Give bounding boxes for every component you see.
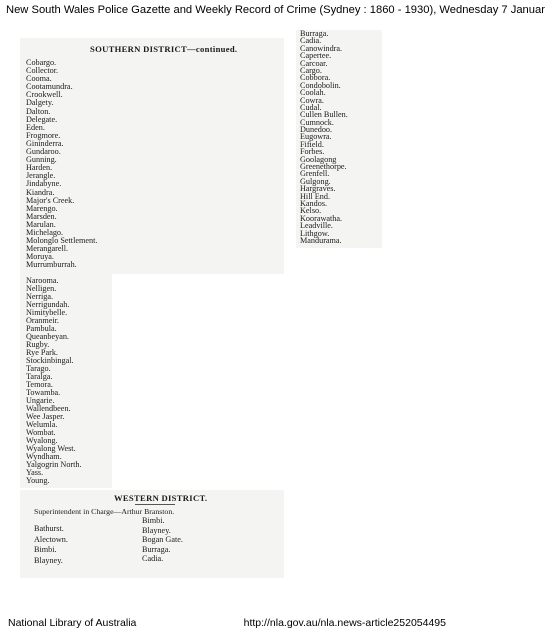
page-header: New South Wales Police Gazette and Weekly Record of Crime (Sydney : 1860 - 1930), Wednesday 7 Januar (6, 4, 545, 16)
place-name: Condobolin. (300, 80, 341, 90)
place-name: Wyndham. (26, 452, 62, 461)
place-name: Towamba. (26, 388, 61, 397)
place-name: Major's Creek. (26, 195, 75, 205)
place-name: Crookwell. (26, 90, 63, 100)
place-name: Cootamundra. (26, 82, 73, 92)
place-name: Bathurst. (34, 524, 64, 533)
place-name: Kiandra. (26, 187, 55, 197)
heading-rule (135, 504, 175, 505)
place-name: Frogmore. (26, 130, 61, 140)
place-name: Capertee. (300, 51, 332, 61)
place-name: Welumla. (26, 420, 58, 429)
footer-url[interactable]: http://nla.gov.au/nla.news-article252054495 (243, 617, 446, 629)
place-name: Delegate. (26, 114, 58, 124)
place-name: Wallendbeen. (26, 404, 71, 413)
place-name: Kandos. (300, 198, 328, 208)
place-name: Gininderra. (26, 138, 64, 148)
southern-district-heading: SOUTHERN DISTRICT—continued. (90, 44, 238, 54)
place-name: Narooma. (26, 276, 59, 285)
place-name: Burraga. (142, 544, 171, 554)
place-name: Goolagong (300, 154, 337, 164)
place-name: Nerriga. (26, 292, 54, 301)
place-name: Merangarell. (26, 244, 69, 254)
place-name: Greenethorpe. (300, 162, 347, 172)
place-name: Wombat. (26, 428, 56, 437)
place-name: Burraga. (300, 29, 329, 38)
place-name: Collector. (26, 66, 59, 76)
place-name: Marengo. (26, 203, 58, 213)
place-name: Wee Jasper. (26, 412, 65, 421)
place-name: Murrumburrah. (26, 260, 77, 270)
place-name: Hill End. (300, 191, 331, 201)
place-name: Young. (26, 476, 50, 485)
place-name: Grenfell. (300, 169, 330, 179)
place-name: Jerangle. (26, 171, 56, 181)
place-name: Cadia. (142, 554, 164, 564)
place-name: Marulan. (26, 219, 56, 229)
place-name: Gunning. (26, 155, 57, 165)
place-name: Eugowra. (300, 132, 332, 142)
place-name: Cooma. (26, 74, 52, 84)
place-name: Kelso. (300, 206, 322, 216)
place-name: Cumnock. (300, 117, 334, 127)
place-name: Cudal. (300, 102, 322, 112)
western-district-clipping (20, 490, 284, 578)
western-district-list-2 (142, 516, 183, 564)
place-name: Cowra. (300, 95, 324, 105)
place-name: Nerrigundah. (26, 300, 70, 309)
place-name: Mandurama. (300, 235, 342, 245)
footer-source: National Library of Australia (8, 617, 137, 629)
place-name: Yalgogrin North. (26, 460, 82, 469)
southern-district-clipping-continued (20, 274, 112, 488)
place-name: Leadville. (300, 221, 333, 231)
place-name: Moruya. (26, 252, 54, 262)
place-name: Eden. (26, 122, 45, 132)
southern-district-clipping (20, 38, 284, 274)
place-name: Gulgong. (300, 176, 331, 186)
place-name: Coolah. (300, 88, 326, 98)
place-name: Alectown. (34, 534, 68, 544)
right-column-list (300, 30, 348, 244)
place-name: Fifield. (300, 139, 324, 149)
western-district-heading: WESTERN DISTRICT. (114, 493, 208, 503)
place-name: Michelago. (26, 227, 64, 237)
place-name: Gundaroo. (26, 147, 61, 157)
place-name: Cobargo. (26, 58, 57, 67)
place-name: Blayney. (142, 525, 171, 535)
place-name: Bogan Gate. (142, 535, 183, 545)
place-name: Wyalong West. (26, 444, 76, 453)
place-name: Blayney. (34, 555, 63, 565)
place-name: Rye Park. (26, 348, 58, 357)
place-name: Carcoar. (300, 58, 328, 68)
place-name: Wyalong. (26, 436, 58, 445)
place-name: Bimbi. (34, 545, 57, 554)
place-name: Nimitybelle. (26, 308, 68, 317)
place-name: Taralga. (26, 372, 53, 381)
place-name: Pambula. (26, 324, 57, 333)
place-name: Harden. (26, 163, 53, 173)
place-name: Tarago. (26, 364, 51, 373)
place-name: Ungarie. (26, 396, 55, 405)
place-name: Molonglo Settlement. (26, 236, 98, 246)
place-name: Cargo. (300, 65, 322, 75)
place-name: Dalton. (26, 106, 51, 116)
place-name: Cullen Bullen. (300, 110, 348, 120)
place-name: Rugby. (26, 340, 50, 349)
place-name: Canowindra. (300, 43, 343, 53)
place-name: Dalgety. (26, 98, 54, 108)
place-name: Marsden. (26, 211, 57, 221)
western-district-superintendent: Superintendent in Charge—Arthur Branston. (34, 507, 175, 516)
place-name: Queanbeyan. (26, 332, 69, 341)
place-name: Hargraves. (300, 184, 336, 194)
place-name: Lithgow. (300, 228, 330, 238)
southern-district-list-2 (26, 277, 82, 485)
place-name: Koorawatha. (300, 213, 343, 223)
place-name: Jindabyne. (26, 179, 62, 189)
place-name: Oranmeir. (26, 316, 59, 325)
place-name: Dunedoo. (300, 125, 333, 135)
place-name: Nelligen. (26, 284, 57, 293)
place-name: Bimbi. (142, 516, 165, 525)
western-district-list-1 (34, 524, 68, 566)
place-name: Forbes. (300, 147, 325, 157)
place-name: Stockinbingal. (26, 356, 74, 365)
place-name: Temora. (26, 380, 53, 389)
western-district-clipping-column (296, 30, 382, 248)
place-name: Cobbora. (300, 73, 331, 83)
place-name: Cadia. (300, 36, 322, 46)
place-name: Yass. (26, 468, 44, 477)
southern-district-list-1 (26, 59, 97, 269)
